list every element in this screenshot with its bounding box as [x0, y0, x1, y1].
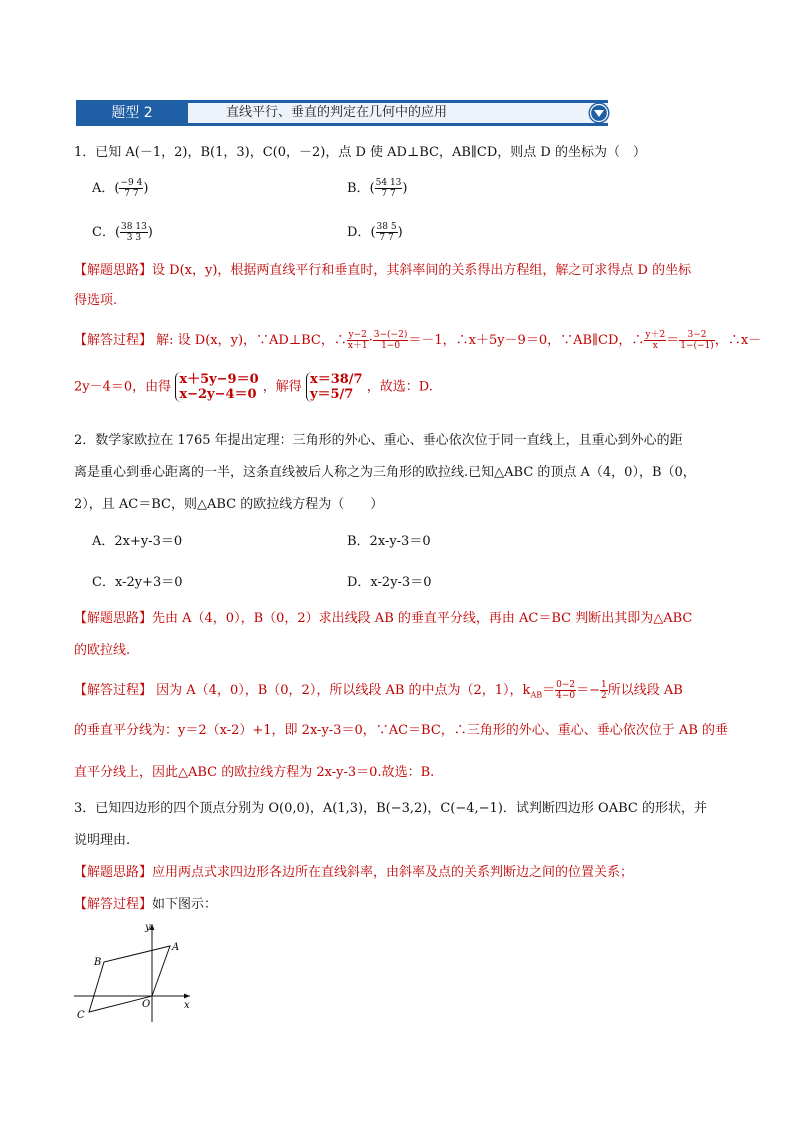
solution-system	[306, 372, 363, 402]
q1-thinking	[74, 262, 691, 280]
process-text: ＝	[542, 683, 556, 698]
q3-thinking	[74, 864, 633, 882]
frac-num: 1	[601, 680, 607, 690]
q1-option-b[interactable]: B．( $\frac{54 13}{7 7}$ )	[347, 178, 408, 199]
frac-num: y−2	[348, 330, 367, 340]
thinking-text: 设 D(x，y)，根据两直线平行和垂直时，其斜率间的关系得出方程组，解之可求得点 D 的坐标	[152, 263, 692, 278]
banner-label: 题型 2	[76, 100, 188, 126]
q3-process	[74, 896, 217, 914]
frac-den: 1−0	[381, 341, 401, 351]
section-banner	[76, 100, 614, 126]
y-label: y	[145, 922, 151, 933]
q1-option-c[interactable]: C．( $\frac{38 13}{3 3}$ )	[92, 222, 153, 243]
process-text: ＝−	[576, 683, 601, 698]
thinking-text: 应用两点式求四边形各边所在直线斜率，由斜率及点的关系判断边之间的位置关系；	[152, 865, 634, 880]
frac-den: 4−0	[556, 691, 576, 701]
q1-process-line2	[74, 372, 433, 402]
point-a-label: A	[172, 942, 180, 953]
process-text: 如下图示：	[152, 897, 218, 912]
quadrilateral-figure	[72, 918, 202, 1023]
q3-stem-2: 说明理由.	[74, 833, 131, 848]
q1-stem: 1．已知 A(－1，2)，B(1，3)，C(0，－2)，点 D 使 AD⊥BC，AB∥CD，则点 D 的坐标为（ ）	[74, 145, 646, 160]
frac-den: x	[652, 341, 658, 351]
option-den: 7 7	[124, 189, 139, 199]
x-axis-arrow	[184, 994, 190, 999]
frac-den: x＋1	[347, 341, 368, 351]
process-text: ＝－1，∴x＋5y－9＝0，∵AB∥CD，∴	[408, 333, 645, 348]
q2-process-line2: 的垂直平分线为：y＝2（x-2）+1，即 2x-y-3＝0，∵AC＝BC，∴三角形的外心、重心、垂心依次位于 AB 的垂	[74, 723, 729, 738]
q2-option-a[interactable]: A．2x+y-3＝0	[92, 534, 183, 549]
option-label: B．	[347, 181, 370, 196]
thinking-text: 先由 A（4，0），B（0，2）求出线段 AB 的垂直平分线，再由 AC＝BC 判断出其即为△ABC	[152, 611, 693, 626]
process-text: 因为 A（4，0），B（0，2），所以线段 AB 的中点为（2，1），k	[156, 683, 531, 698]
q2-stem-3: 2），且 AC＝BC，则△ABC 的欧拉线方程为（ ）	[74, 497, 384, 512]
k-subscript: AB	[530, 690, 543, 700]
process-tag: 【解答过程】	[74, 333, 153, 348]
frac-den: 2	[601, 691, 607, 701]
point-c-label: C	[77, 1010, 85, 1021]
q2-thinking-cont: 的欧拉线.	[74, 643, 131, 658]
q2-process-line3: 直平分线上，因此△ABC 的欧拉线方程为 2x-y-3＝0.故选：B.	[74, 765, 435, 780]
quadrilateral-oabc	[89, 946, 170, 1012]
option-den: 3 3	[126, 233, 142, 243]
q1-option-d[interactable]: D．( $\frac{38 5}{7 7}$ )	[347, 222, 403, 243]
option-num: 38 5	[376, 222, 397, 232]
chevron-down-icon	[587, 101, 611, 125]
q2-stem-2: 离是重心到垂心距离的一半，这条直线被后人称之为三角形的欧拉线.已知△ABC 的顶点 A（4，0），B（0，	[74, 465, 696, 480]
point-b-label: B	[94, 957, 102, 968]
option-den: 7 7	[381, 189, 396, 199]
q2-thinking	[74, 610, 692, 628]
option-num: 38 13	[121, 222, 147, 232]
process-text: ，∴x－	[714, 333, 762, 348]
process-text: ，故选：D.	[366, 379, 433, 395]
banner-title: 直线平行、垂直的判定在几何中的应用	[226, 105, 448, 120]
frac-num: 0−2	[556, 680, 576, 690]
process-text: 解: 设 D(x，y)，∵AD⊥BC，∴	[156, 333, 347, 348]
equation-system	[175, 372, 258, 402]
q1-process-line1: 【解答过程】 解: 设 D(x，y)，∵AD⊥BC，∴ $\frac{y-2}{x+1}$ · $\frac{3-(-2)}{1-0}$ ＝－1，∴x＋5y－9＝0，∵AB∥CD，∴ $\frac{y+2}{x}$ ＝ $\frac{3-2}{1-(-1)}$ ，∴x－	[74, 330, 762, 351]
q2-process-line1	[74, 680, 683, 705]
frac-den: 1−(−1)	[680, 341, 714, 351]
process-tag: 【解答过程】	[74, 897, 153, 912]
frac-num: 3−2	[679, 330, 715, 341]
option-den: 7 7	[379, 233, 394, 243]
sol-y: y＝5/7	[309, 387, 354, 402]
option-num: 54 13	[375, 178, 402, 188]
q2-option-d[interactable]: D．x-2y-3＝0	[347, 575, 432, 590]
q2-stem-1: 2．数学家欧拉在 1765 年提出定理：三角形的外心、重心、垂心依次位于同一直线上，且重心到外心的距	[74, 433, 683, 448]
q1-thinking-cont: 得选项.	[74, 293, 118, 308]
sol-x: x＝38/7	[309, 372, 363, 387]
frac-num: 3−(−2)	[373, 330, 408, 340]
thinking-tag: 【解题思路】	[74, 611, 153, 626]
process-text: ，解得	[262, 379, 302, 395]
process-tag: 【解答过程】	[74, 683, 153, 698]
process-text: ＝	[666, 333, 680, 348]
option-num: −9 4	[120, 178, 143, 188]
process-text: 所以线段 AB	[607, 683, 683, 698]
thinking-tag: 【解题思路】	[74, 865, 153, 880]
q3-stem-1: 3．已知四边形的四个顶点分别为 O(0,0)，A(1,3)，B(−3,2)，C(−4,−1)．试判断四边形 OABC 的形状，并	[74, 801, 707, 816]
origin-label: O	[142, 999, 151, 1010]
x-label: x	[184, 1000, 190, 1011]
frac-num: y＋2	[645, 330, 666, 340]
sys-eq: x＋5y−9＝0	[179, 372, 259, 387]
option-label: C．	[92, 225, 115, 240]
option-label: A．	[92, 181, 115, 196]
q2-option-c[interactable]: C．x-2y+3＝0	[92, 575, 183, 590]
process-text: 2y－4＝0，由得	[74, 379, 172, 395]
option-label: D．	[347, 225, 371, 240]
q2-option-b[interactable]: B．2x-y-3＝0	[347, 534, 431, 549]
sys-eq: x−2y−4＝0	[179, 387, 257, 402]
q1-option-a[interactable]: A．( $\frac{-9 4}{7 7}$ )	[92, 178, 149, 199]
thinking-tag: 【解题思路】	[74, 263, 153, 278]
